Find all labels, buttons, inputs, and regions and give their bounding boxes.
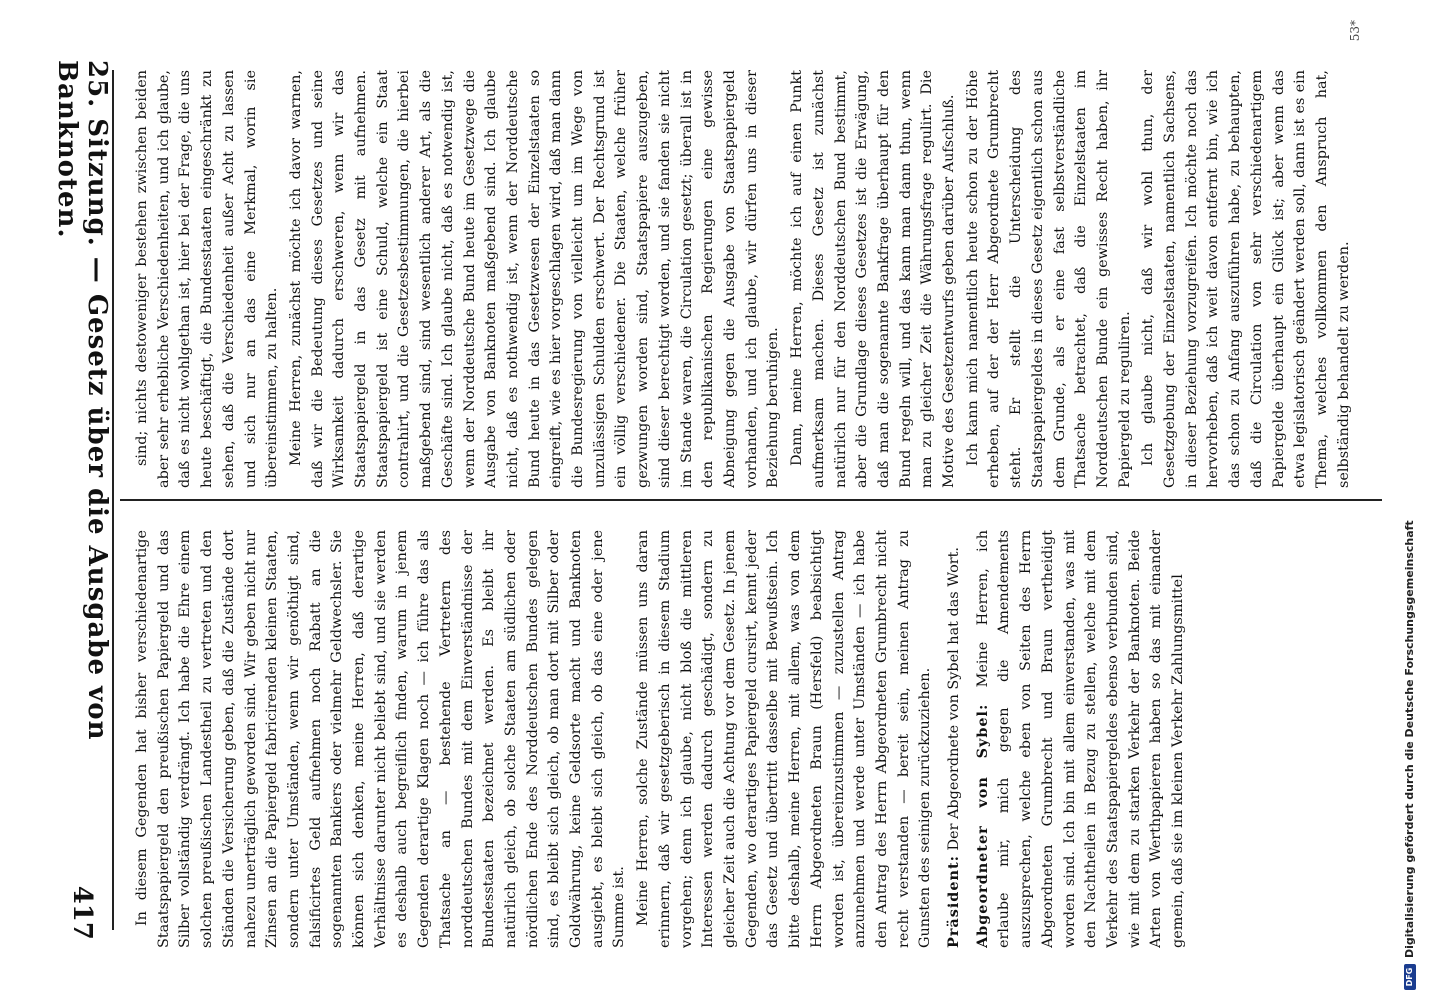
speaker-label: Präsident: — [945, 855, 963, 948]
paragraph: Ich kann mich namentlich heute schon zu der Höhe erheben, auf der der Herr Abgeordnete Grumbrecht steht. Er stellt die Unterscheidung des Staatspapiergeldes in dieses Gesetz eigentlich schon aus dem Grunde, als er eine fast selbstverständliche Thatsache betrachtet, daß die Einzelstaaten im Norddeutschen Bunde ein gewisses Recht haben, ihr Papiergeld zu reguliren. — [964, 70, 1133, 488]
session-title: 25. Sitzung. — Gesetz über die Ausgabe von Banknoten. — [52, 60, 112, 741]
paragraph: Meine Herren, solche Zustände müssen uns daran erinnern, daß wir gesetzgeberisch in diesem Stadium vorgehen; denn ich glaube, nicht bloß die mittleren Interessen werden dadurch geschädigt, sondern zu gleicher Zeit auch die Achtung vor dem Gesetz. In jenem Gegenden, wo derartiges Papiergeld cursirt, kennt jeder das Gesetz und übertritt dasselbe mit Bewußtsein. Ich bitte deshalb, meine Herren, mit allem, was von dem Herrn Abgeordneten Braun (Hersfeld) beabsichtigt worden ist, übereinzustimmen — zuzustellen Antrag anzunehmen und werde unter Umständen — ich habe den Antrag des Herrn Abgeordneten Grumbrecht nicht recht verstanden — bereit sein, meinen Antrag zu Gunsten des seinigen zurückzuziehen. — [635, 530, 934, 948]
speaker-text: Der Abgeordnete von Sybel hat das Wort. — [946, 547, 963, 851]
speaker-label: Abgeordneter von Sybel: — [973, 703, 991, 948]
paragraph: Meine Herren, zunächst möchte ich davor warnen, daß wir die Bedeutung dieses Gesetzes und seine Wirksamkeit dadurch erschweren, wenn wir das Staatspapiergeld in das Gesetz mit aufnehmen. Staatspapiergeld ist eine Schuld, welche ein Staat contrahirt, und die Gesetzesbestimmungen, die hierbei maßgebend sind, sind wesentlich anderer Art, als die Geschäfte sind. Ich glaube nicht, daß es notwendig ist, wenn der Norddeutsche Bund heute im Gesetzwege die Ausgabe von Banknoten maßgebend sind. Ich glaube nicht, daß es nothwendig ist, wenn der Norddeutsche Bund heute in das Gesetzwesen der Einzelstaaten so eingreift, wie es hier vorgeschlagen wird, daß man dann die Bundesregierung von vielleicht um im Wege von unzulässigen Schulden erschwert. Der Rechtsgrund ist ein völlig verschiedener. Die Staaten, welche früher gezwungen worden sind, Staatspapiere auszugeben, sind dieser berechtigt worden, und sie fanden sie nicht im Stande waren, die Circulation gesetzt; überall ist in den republikanischen Regierungen eine gewisse Abneigung gegen die Ausgabe von Staatspapiergeld vorhanden, und ich glaube, wir dürfen uns in dieser Beziehung beruhigen. — [287, 70, 782, 488]
page-number: 417 — [67, 885, 97, 940]
speaker-block — [943, 530, 966, 948]
page-header — [52, 60, 112, 940]
paragraph: Dann, meine Herren, möchte ich auf einen Punkt aufmerksam machen. Dieses Gesetz ist zunächst natürlich nur für den Norddeutschen Bund bestimmt, aber die Grundlage dieses Gesetzes ist die Erwägung, daß man die sogenannte Bankfrage überhaupt für den Bund regeln will, und das kann man dann thun, wenn man zu gleicher Zeit die Währungsfrage regulirt. Die Motive des Gesetzentwurfs geben darüber Aufschluß. — [789, 70, 958, 488]
column-divider — [120, 499, 1382, 501]
dfg-logo-icon: DFG — [1404, 964, 1416, 990]
paragraph: In diesem Gegenden hat bisher verschiedenartige Staatspapiergeld den preußischen Papiergeld und das Silber vollständig verdrängt. Ich habe die Ehre einem solchen preußischen Landestheil zu vertreten und den Ständen die Versicherung geben, daß die Zustände dort nahezu unerträglich geworden sind. Wir geben nicht nur Zinsen an die Papiergeld fabricirenden kleinen Staaten, sondern unter Umständen, wenn wir genöthigt sind, falsificirtes Geld aufnehmen noch Rabatt an die sogenannten Bankiers oder vielmehr Geldwechsler. Sie können sich denken, meine Herren, daß derartige Verhältnisse darunter nicht beliebt sind, und sie werden es deshalb auch begreiflich finden, warum in jenem Gegenden derartige Klagen noch — ich führe das als Thatsache an — bestehende Vertretern des norddeutschen Bundes mit dem Einverständnisse der Bundesstaaten bezeichnet werden. Es bleibt ihr natürlich gleich, ob solche Staaten am südlichen oder nördlichen Ende des Norddeutschen Bundes gelegen sind, es bleibt sich gleich, ob man dort mit Silber oder Goldwährung, keine Geldsorte macht und Banknoten ausgiebt, es bleibt sich gleich, ob das eine oder jene Summe ist. — [134, 530, 628, 948]
signature-mark: 53* — [1348, 20, 1362, 42]
digitization-text: Digitalisierung gefördert durch die Deutsche Forschungsgemeinschaft — [1403, 520, 1416, 958]
digitization-note — [1403, 10, 1416, 990]
paragraph: Ich glaube nicht, daß wir wohl thun, der Gesetzgebung der Einzelstaaten, namentlich Sachsens, in dieser Beziehung vorzugreifen. Ich möchte noch das hervorheben, daß ich weit davon entfernt bin, wie ich das schon zu Anfang auszuführen habe, zu behaupten, daß die Circulation von sehr verschiedenartigem Papiergelde überhaupt ein Glück ist; aber wenn das etwa legislatorisch geändert werden soll, dann ist es ein Thema, welches vollkommen den Anspruch hat, selbständig behandelt zu werden. — [1140, 70, 1352, 488]
paragraph: sind; nichts destoweniger bestehen zwischen beiden aber sehr erhebliche Verschiedenheiten, und ich glaube, daß es nicht wohlgethan ist, hier bei der Frage, die uns heute beschäftigt, die Bundesstaaten eingeschränkt zu sehen, daß die Verschiedenheit außer Acht zu lassen und sich nur an das eine Merkmal, worin sie übereinstimmen, zu halten. — [134, 70, 281, 488]
left-column — [132, 530, 1372, 948]
header-rule — [112, 70, 114, 930]
speaker-text: Meine Herren, ich erlaube mir, mich gegen die Amendements auszusprechen, welche eben von Seiten des Herrn Abgeordneten Grumbrecht und Braun vertheidigt worden sind. Ich bin mit allem einverstanden, was mit den Nachtheilen in Bezug zu stellen, welche mit dem Verkehr des Staatspapiergeldes ebenso verbunden sind, wie mit dem zu starken Verkehr der Banknoten. Beide Arten von Werthpapieren haben so das mit einander gemein, daß sie im kleinen Verkehr Zahlungsmittel — [974, 530, 1187, 948]
speaker-block — [972, 530, 1190, 948]
right-column — [132, 70, 1372, 488]
